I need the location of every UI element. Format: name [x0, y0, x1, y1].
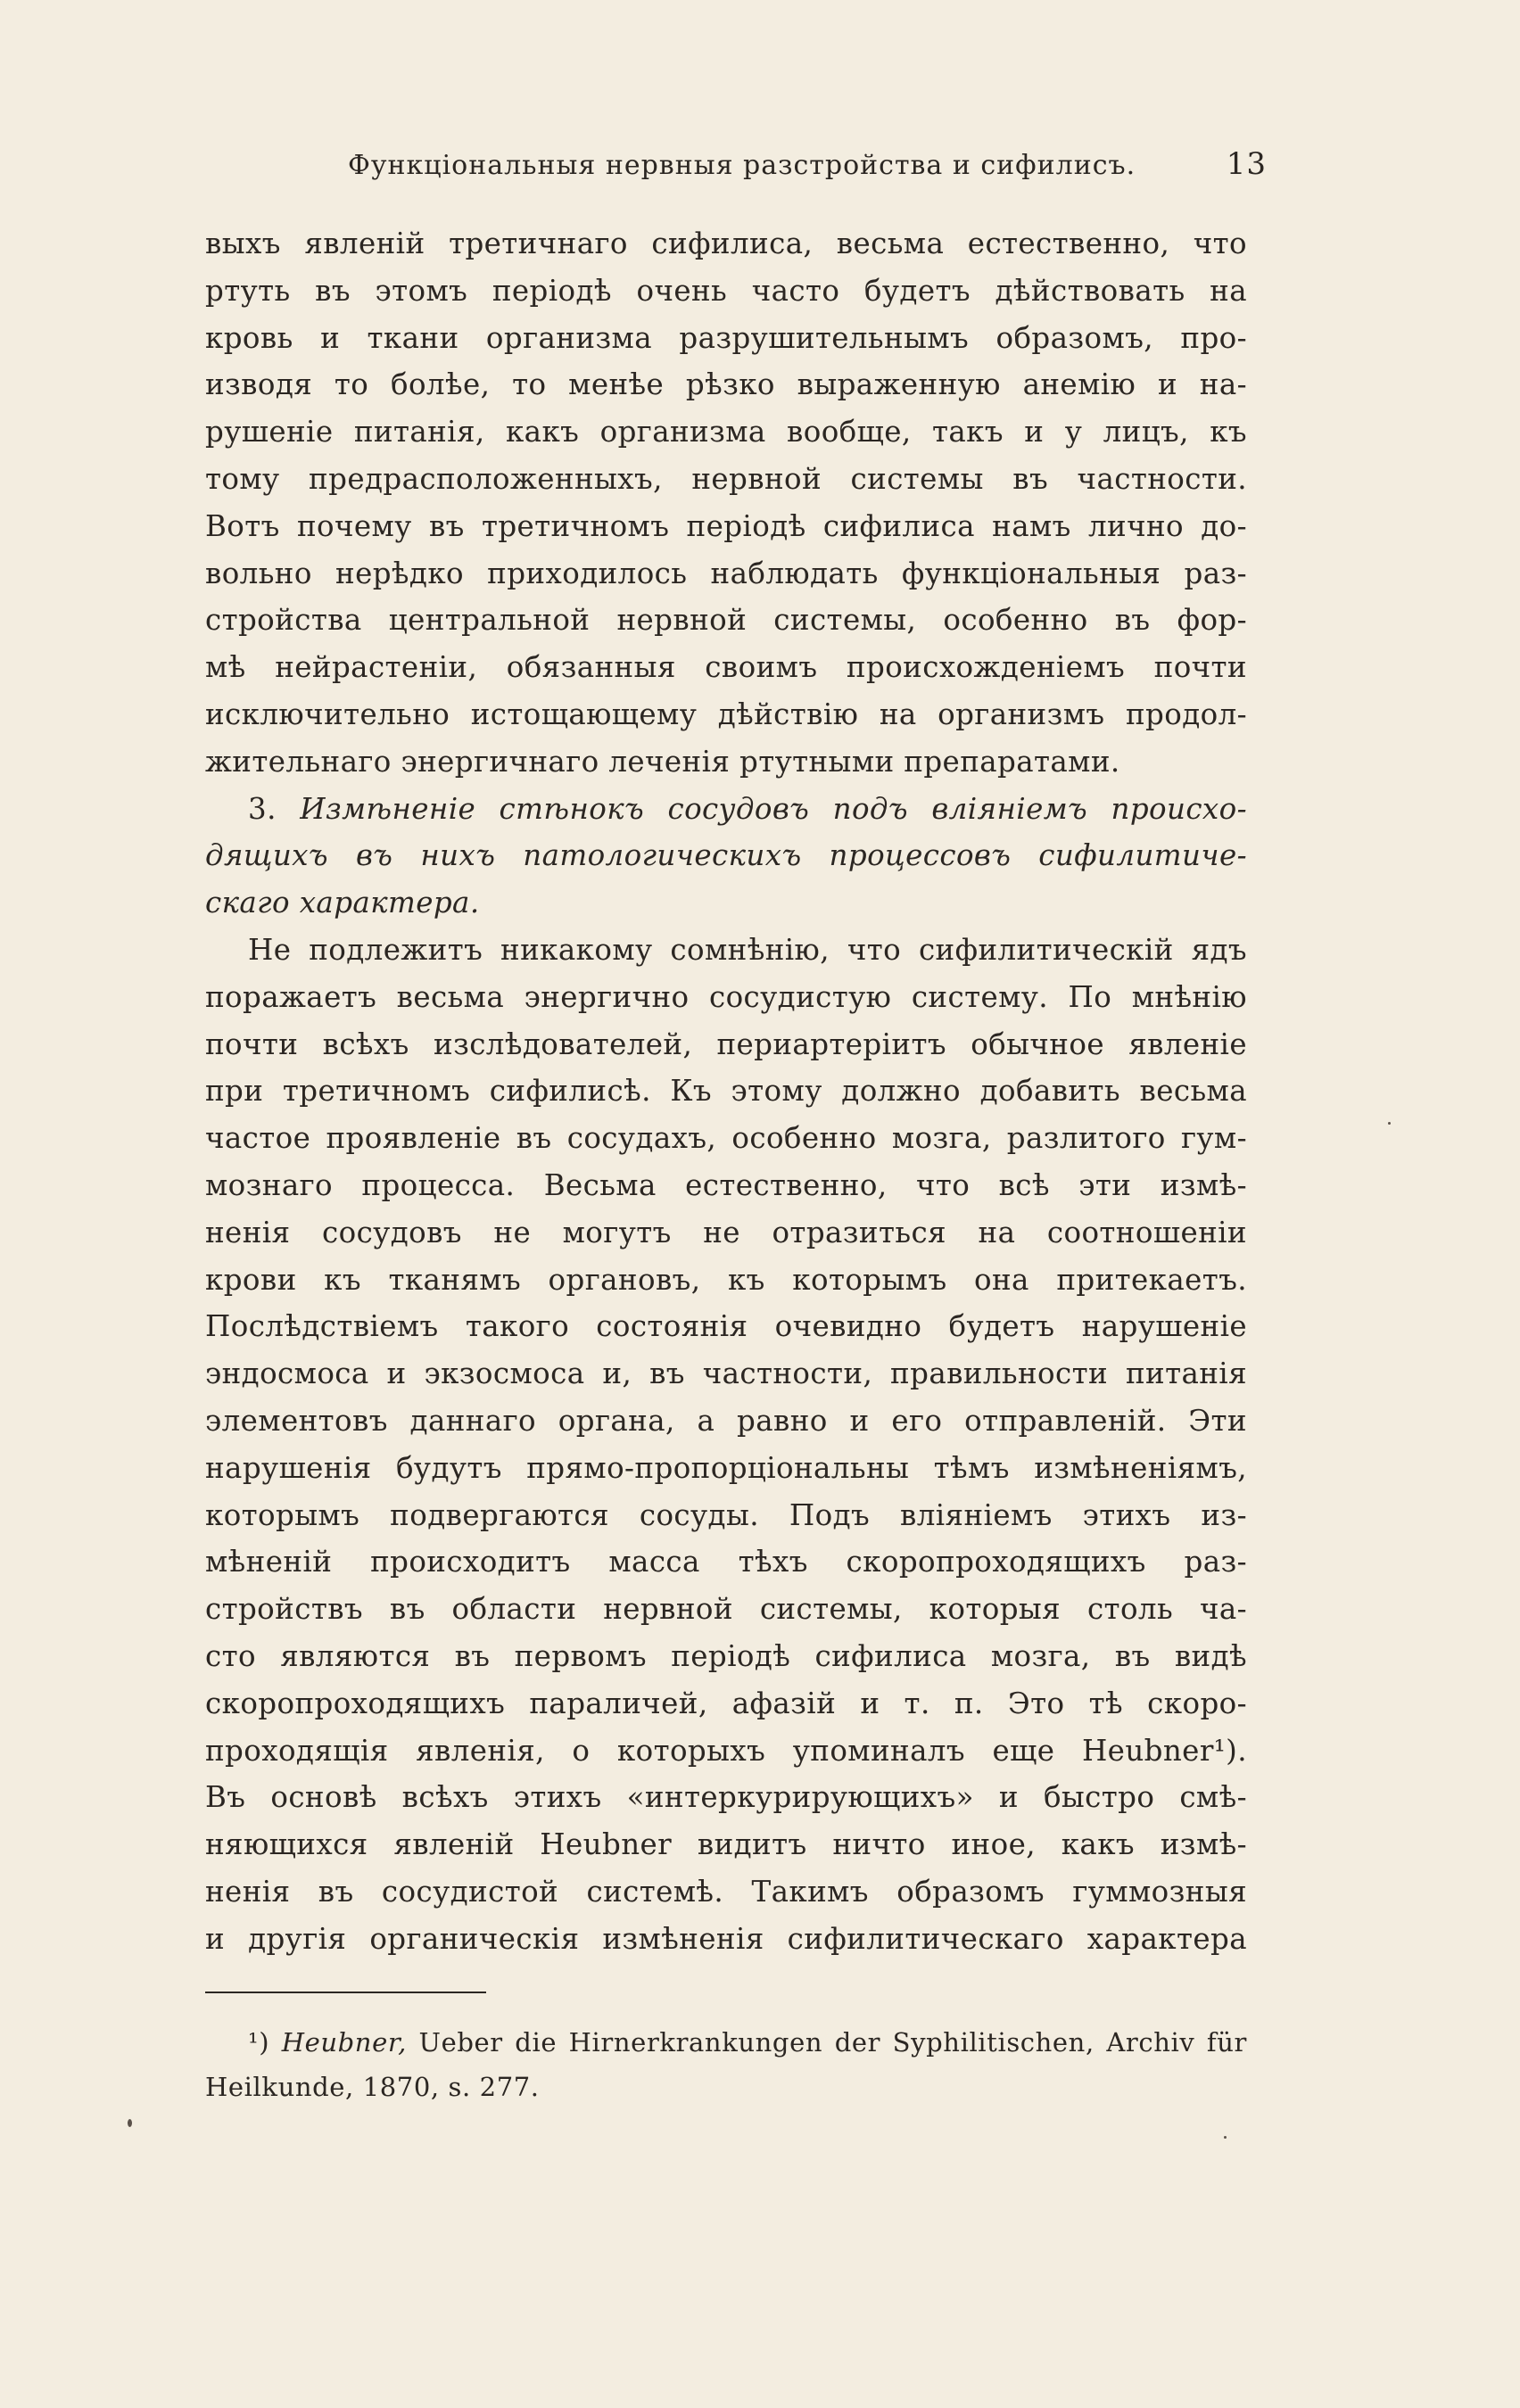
text-line: тому предрасположенныхъ, нервной системы въ частности. — [205, 461, 1247, 496]
footnote — [205, 2020, 1247, 2109]
text-line: мѣненій происходитъ масса тѣхъ скоропроходящихъ раз- — [205, 1545, 1247, 1579]
section-heading-line — [205, 879, 1247, 927]
text-line: нарушенія будутъ прямо-пропорціональны тѣмъ измѣненіямъ, — [205, 1450, 1247, 1485]
text-line: скоропроходящихъ параличей, афазій и т. п. Это тѣ скоро- — [205, 1686, 1247, 1720]
text-line: рушеніе питанія, какъ организма вообще, такъ и у лицъ, къ — [205, 415, 1247, 449]
text-line: вольно нерѣдко приходилось наблюдать функціональныя раз- — [205, 556, 1247, 590]
text-line: ненія въ сосудистой системѣ. Такимъ образомъ гуммозныя — [205, 1874, 1247, 1909]
page-number: 13 — [1226, 146, 1267, 182]
footnote-line — [205, 2020, 1247, 2065]
footnote-text: Ueber die Hirnerkrankungen der Syphilitischen, Archiv für — [418, 2027, 1247, 2058]
text-line: Въ основѣ всѣхъ этихъ «интеркурирующихъ» и быстро смѣ- — [205, 1780, 1247, 1815]
text-line: изводя то болѣе, то менѣе рѣзко выраженную анемію и на- — [205, 367, 1247, 402]
section-title: дящихъ въ нихъ патологическихъ процессовъ сифилитиче- — [205, 838, 1247, 873]
text-line: кровь и ткани организма разрушительнымъ образомъ, про- — [205, 320, 1247, 355]
paper-speck — [128, 2119, 132, 2127]
text-line: и другія органическія измѣненія сифилитическаго характера — [205, 1921, 1247, 1956]
section-number: 3. — [248, 791, 277, 826]
running-head-title: Функціональныя нервныя разстройства и сифилисъ. — [348, 150, 1136, 181]
text-line: ртуть въ этомъ періодѣ очень часто будетъ дѣйствовать на — [205, 273, 1247, 308]
text-line: стройствъ въ области нервной системы, которыя столь ча- — [205, 1592, 1247, 1627]
text-line: которымъ подвергаются сосуды. Подъ вліяніемъ этихъ из- — [205, 1497, 1247, 1532]
text-line: исключительно истощающему дѣйствію на организмъ продол- — [205, 697, 1247, 731]
paper-speck — [1224, 2136, 1227, 2139]
text-line: Послѣдствіемъ такого состоянія очевидно будетъ нарушеніе — [205, 1309, 1247, 1344]
section-title: Измѣненіе стѣнокъ сосудовъ подъ вліяніемъ происхо- — [300, 791, 1247, 826]
text-line: стройства центральной нервной системы, особенно въ фор- — [205, 603, 1247, 638]
text-line: эндосмоса и экзосмоса и, въ частности, правильности питанія — [205, 1357, 1247, 1391]
text-line: элементовъ даннаго органа, а равно и его отправленій. Эти — [205, 1403, 1247, 1438]
footnote-author: Heubner, — [281, 2027, 407, 2058]
text-line: няющихся явленій Heubner видитъ ничто иное, какъ измѣ- — [205, 1827, 1247, 1862]
section-title: скаго характера. — [205, 886, 480, 920]
text-line: проходящія явленія, о которыхъ упоминалъ еще Heubner¹). — [205, 1733, 1247, 1768]
footnote-divider — [205, 1992, 486, 1993]
text-line: Не подлежитъ никакому сомнѣнію, что сифилитическій ядъ — [248, 932, 1247, 967]
section-heading-line — [205, 832, 1247, 879]
text-line: жительнаго энергичнаго леченія ртутными препаратами. — [205, 744, 1120, 779]
text-line: Вотъ почему въ третичномъ періодѣ сифилиса намъ лично до- — [205, 508, 1247, 543]
text-line: поражаетъ весьма энергично сосудистую систему. По мнѣнію — [205, 979, 1247, 1014]
footnote-marker: ¹) — [248, 2027, 270, 2058]
text-line: почти всѣхъ изслѣдователей, периартеріитъ обычное явленіе — [205, 1027, 1247, 1061]
text-line: частое проявленіе въ сосудахъ, особенно мозга, разлитого гум- — [205, 1121, 1247, 1156]
text-line: ненія сосудовъ не могутъ не отразиться на соотношеніи — [205, 1215, 1247, 1249]
footnote-line: Heilkunde, 1870, s. 277. — [205, 2072, 540, 2102]
paper-speck — [1388, 1122, 1391, 1125]
section-heading-line — [205, 786, 1247, 833]
text-line: сто являются въ первомъ періодѣ сифилиса мозга, въ видѣ — [205, 1638, 1247, 1673]
body-text — [205, 220, 1247, 1962]
text-line: мознаго процесса. Весьма естественно, что всѣ эти измѣ- — [205, 1167, 1247, 1202]
text-line: мѣ нейрастеніи, обязанныя своимъ происхожденіемъ почти — [205, 650, 1247, 685]
running-head — [348, 143, 1267, 187]
text-line: крови къ тканямъ органовъ, къ которымъ она притекаетъ. — [205, 1262, 1247, 1297]
text-line: при третичномъ сифилисѣ. Къ этому должно добавить весьма — [205, 1074, 1247, 1109]
text-line: выхъ явленій третичнаго сифилиса, весьма естественно, что — [205, 227, 1247, 260]
